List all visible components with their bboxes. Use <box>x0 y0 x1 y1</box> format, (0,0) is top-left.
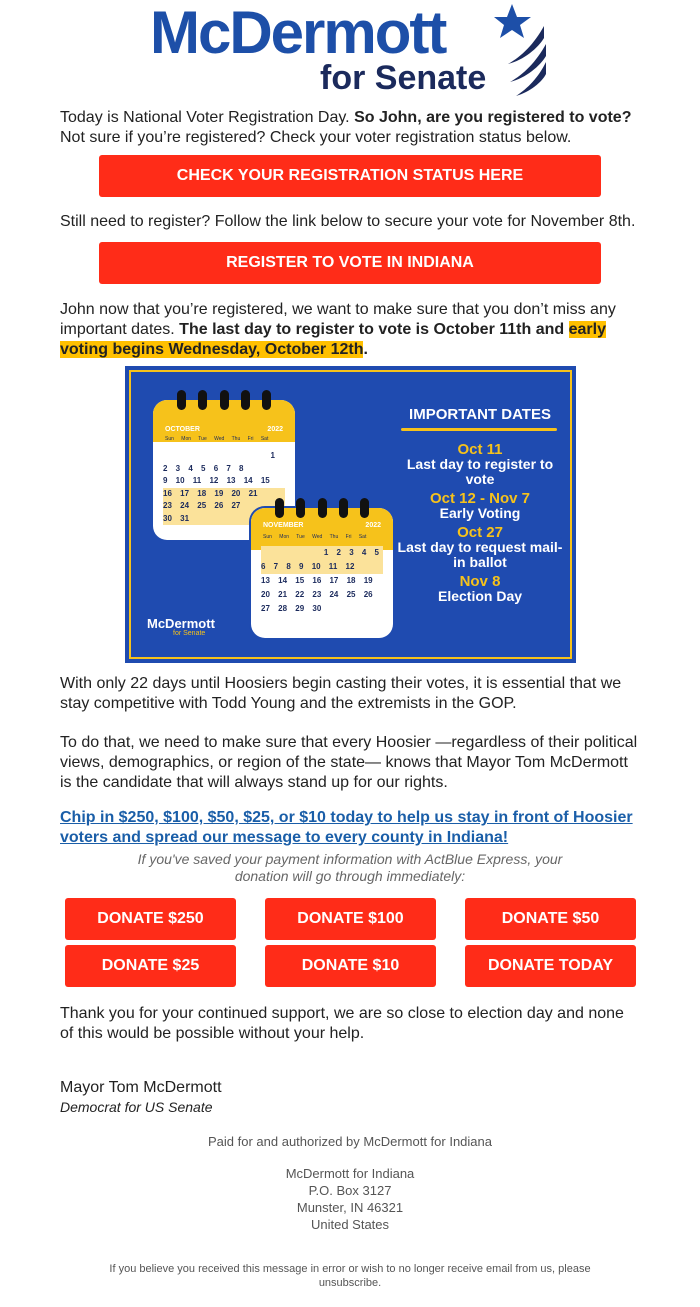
campaign-logo <box>150 0 550 97</box>
donate-10-button[interactable]: DONATE $10 <box>265 945 436 987</box>
logo-subtitle: for Senate <box>320 59 487 97</box>
title-underline <box>401 428 557 431</box>
event-desc: Election Day <box>437 588 523 604</box>
event-desc: Last day to register to vote <box>406 456 554 487</box>
paid-for-text: Paid for and authorized by McDermott for Indiana <box>208 1134 492 1149</box>
still-need-text: Still need to register? Follow the link below to secure your vote for November 8th. <box>60 213 636 230</box>
register-to-vote-button[interactable]: REGISTER TO VOTE IN INDIANA <box>99 242 601 284</box>
event-date: Oct 11 <box>457 441 503 458</box>
important-dates-title: IMPORTANT DATES <box>409 406 551 423</box>
thanks-paragraph: Thank you for your continued support, we are so close to election day and none of this would be possible without your help. <box>60 1005 624 1042</box>
dates-text: John now that you’re registered, we want to make sure that you don’t miss any important dates. <box>60 301 616 338</box>
logo-name: McDermott <box>150 0 446 66</box>
days-until-paragraph: With only 22 days until Hoosiers begin casting their votes, it is essential that we stay competitive with Todd Young and the extremists in the GOP. <box>60 675 622 712</box>
every-hoosier-paragraph: To do that, we need to make sure that every Hoosier —regardless of their political views, demographics, or region of the state— knows that Mayor Tom McDermott is the candidate that will always stand up for our rights. <box>60 734 638 791</box>
mailing-address: McDermott for Indiana P.O. Box 3127 Munster, IN 46321 United States <box>285 1166 415 1232</box>
october-weekdays: Sun Mon Tue Wed Thu Fri Sat <box>165 436 269 442</box>
november-days: 1 2 3 4 5 6 7 8 9 10 11 12 13 14 15 16 17 18 19 20 21 22 23 24 25 26 27 28 29 30 <box>261 546 383 616</box>
november-year: 2022 <box>365 522 381 529</box>
important-dates-graphic <box>125 366 576 663</box>
donate-today-button[interactable]: DONATE TODAY <box>465 945 636 987</box>
intro-check-text: Not sure if you’re registered? Check your voter registration status below. <box>60 129 572 146</box>
dates-bold: The last day to register to vote is October 11th and <box>179 321 569 338</box>
early-voting-highlight: early voting begins Wednesday, October 12th <box>60 321 606 358</box>
november-month: NOVEMBER <box>263 522 304 529</box>
event-desc: Last day to request mail-in ballot <box>397 539 563 570</box>
donate-25-button[interactable]: DONATE $25 <box>65 945 236 987</box>
dates-end: . <box>363 341 368 358</box>
october-year: 2022 <box>267 426 283 433</box>
intro-text: Today is National Voter Registration Day. <box>60 109 355 126</box>
event-desc: Early Voting <box>439 505 521 521</box>
event-date: Oct 27 <box>457 524 503 541</box>
signature-name: Mayor Tom McDermott <box>60 1079 222 1096</box>
chip-in-link[interactable]: Chip in $250, $100, $50, $25, or $10 today to help us stay in front of Hoosier voters and spread our message to every county in Indiana! <box>60 809 633 846</box>
november-calendar <box>251 508 393 638</box>
event-date: Nov 8 <box>459 573 501 590</box>
intro-paragraph <box>60 108 640 148</box>
donate-250-button[interactable]: DONATE $250 <box>65 898 236 940</box>
november-weekdays: Sun Mon Tue Wed Thu Fri Sat <box>263 534 367 540</box>
dates-paragraph <box>60 300 640 360</box>
event-date: Oct 12 - Nov 7 <box>429 490 531 507</box>
october-month: OCTOBER <box>165 426 200 433</box>
unsubscribe-text[interactable]: If you believe you received this message in error or wish to no longer receive email from us, please unsubscribe. <box>109 1263 591 1289</box>
signature-title: Democrat for US Senate <box>60 1099 213 1115</box>
events-list <box>395 442 565 604</box>
october-days: 1 2 3 4 5 6 7 8 9 10 11 12 13 14 15 16 17 18 19 20 21 23 24 25 26 27 30 31 <box>163 450 285 525</box>
star-swoosh-icon <box>494 4 550 99</box>
chip-in-paragraph <box>60 808 640 848</box>
check-registration-button[interactable]: CHECK YOUR REGISTRATION STATUS HERE <box>99 155 601 197</box>
donate-50-button[interactable]: DONATE $50 <box>465 898 636 940</box>
actblue-note: If you've saved your payment information with ActBlue Express, your donation will go through immediately: <box>137 851 563 884</box>
graphic-logo-sub: for Senate <box>173 630 206 637</box>
donate-100-button[interactable]: DONATE $100 <box>265 898 436 940</box>
graphic-logo-name: McDermott <box>147 616 215 631</box>
intro-question: So John, are you registered to vote? <box>354 109 632 126</box>
